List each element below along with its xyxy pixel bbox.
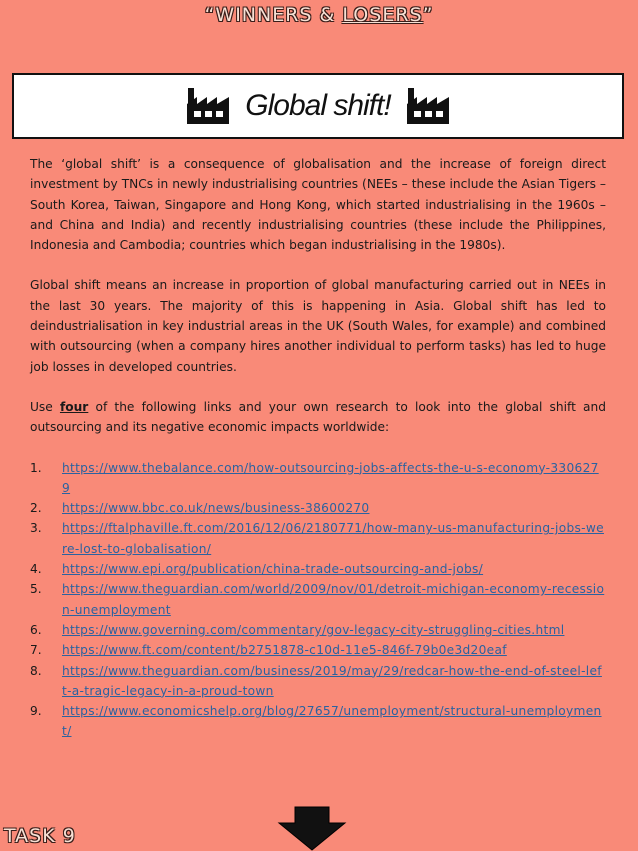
resource-link[interactable]: https://www.theguardian.com/world/2009/nov/01/detroit-michigan-economy-recession-unemployment <box>62 582 605 617</box>
factory-icon <box>185 86 231 126</box>
list-item <box>30 620 606 640</box>
list-item <box>30 518 606 559</box>
page-title-underlined: LOSERS <box>342 4 423 26</box>
page-title-suffix: ” <box>422 4 434 26</box>
list-number: 8. <box>30 663 42 678</box>
list-number: 7. <box>30 643 42 658</box>
down-arrow-icon[interactable] <box>277 806 347 851</box>
link-list <box>30 458 606 742</box>
list-item <box>30 701 606 742</box>
resource-link[interactable]: https://www.theguardian.com/business/2019/may/29/redcar-how-the-end-of-steel-left-a-tragic-legacy-in-a-proud-town <box>62 663 602 698</box>
resource-link[interactable]: https://ftalphaville.ft.com/2016/12/06/2180771/how-many-us-manufacturing-jobs-were-lost-to-globalisation/ <box>62 521 604 556</box>
list-number: 9. <box>30 704 42 719</box>
instruction <box>30 397 606 438</box>
list-number: 3. <box>30 521 42 536</box>
list-number: 4. <box>30 562 42 577</box>
task-label: TASK 9 <box>4 825 76 847</box>
list-item <box>30 498 606 518</box>
list-item <box>30 458 606 499</box>
list-number: 6. <box>30 622 42 637</box>
header-banner <box>12 73 624 139</box>
resource-link[interactable]: https://www.thebalance.com/how-outsourcing-jobs-affects-the-u-s-economy-3306279 <box>62 460 599 495</box>
list-number: 2. <box>30 501 42 516</box>
resource-link[interactable]: https://www.epi.org/publication/china-trade-outsourcing-and-jobs/ <box>62 562 484 577</box>
header-title: Global shift! <box>245 89 391 122</box>
instruction-after: of the following links and your own research to look into the global shift and outsourcing and its negative economic impacts worldwide: <box>30 399 606 435</box>
resource-link[interactable]: https://www.ft.com/content/b2751878-c10d-11e5-846f-79b0e3d20eaf <box>62 643 507 658</box>
resource-link[interactable]: https://www.governing.com/commentary/gov-legacy-city-struggling-cities.html <box>62 622 565 637</box>
instruction-emphasis: four <box>59 399 89 414</box>
list-item <box>30 579 606 620</box>
body-content <box>30 154 606 742</box>
resource-link[interactable]: https://www.bbc.co.uk/news/business-38600270 <box>62 501 370 516</box>
page-title <box>0 4 638 26</box>
page-title-prefix: “WINNERS & <box>204 4 343 26</box>
paragraph: Global shift means an increase in proportion of global manufacturing carried out in NEEs in the last 30 years. The majority of this is happening in Asia. Global shift has led to deindustrialisation in key industrial areas in the UK (South Wales, for example) and combined with outsourcing (when a company hires another individual to perform tasks) has led to huge job losses in developed countries. <box>30 278 606 374</box>
list-item <box>30 559 606 579</box>
instruction-before: Use <box>30 399 60 414</box>
list-number: 5. <box>30 582 42 597</box>
resource-link[interactable]: https://www.economicshelp.org/blog/27657/unemployment/structural-unemployment/ <box>62 704 602 739</box>
paragraph: The ‘global shift’ is a consequence of globalisation and the increase of foreign direct investment by TNCs in newly industrialising countries (NEEs – these include the Asian Tigers – South Korea, Taiwan, Singapore and Hong Kong, which started industrialising in the 1960s – and China and India) and recently industrialising countries (these include the Philippines, Indonesia and Cambodia; countries which began industrialising in the 1980s). <box>30 157 606 253</box>
list-item <box>30 661 606 702</box>
list-item <box>30 640 606 660</box>
list-number: 1. <box>30 460 42 475</box>
factory-icon <box>405 86 451 126</box>
